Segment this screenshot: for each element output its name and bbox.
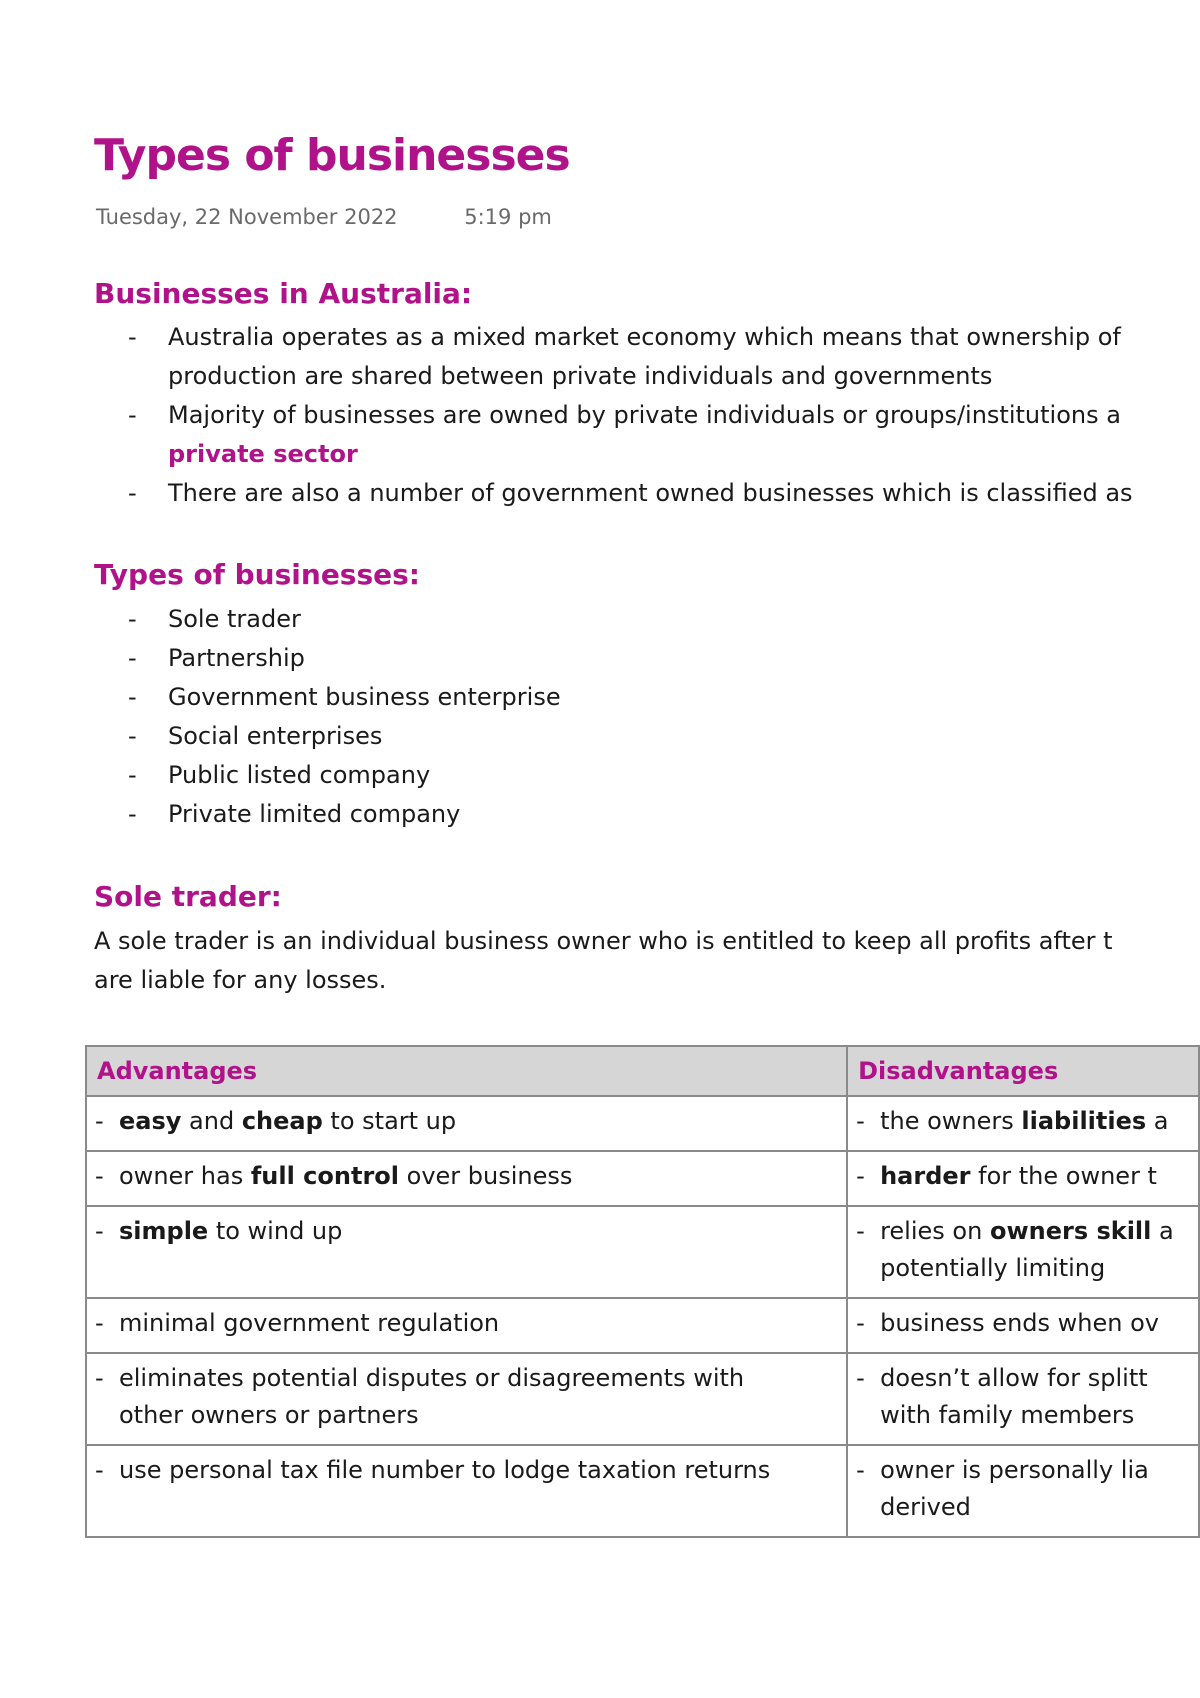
bold-term: simple — [119, 1217, 209, 1245]
cell-line: potentially limiting — [880, 1254, 1106, 1282]
cell-text-segment: minimal government regulation — [119, 1309, 500, 1337]
table-body — [86, 1096, 1199, 1537]
cell-line — [880, 1452, 1192, 1489]
cell-text-segment: business ends when ov — [880, 1309, 1159, 1337]
cell-text-segment: and — [181, 1107, 242, 1135]
advantage-text — [95, 1103, 840, 1140]
heading-sole-trader: Sole trader: — [94, 880, 282, 913]
bold-term: harder — [880, 1162, 971, 1190]
advantage-cell — [86, 1353, 847, 1445]
cell-line — [880, 1213, 1192, 1250]
cell-line — [880, 1360, 1192, 1397]
disadvantage-text — [856, 1103, 1192, 1140]
bold-term: owners skill — [989, 1217, 1152, 1245]
table-row — [86, 1445, 1199, 1537]
advantage-text — [95, 1305, 840, 1342]
table-row — [86, 1096, 1199, 1151]
table-row — [86, 1353, 1199, 1445]
cell-text-segment: to wind up — [208, 1217, 343, 1245]
page-meta — [96, 205, 552, 229]
list-item: - Private limited company — [128, 795, 561, 834]
cell-text-segment: to start up — [322, 1107, 457, 1135]
list-item — [128, 474, 1133, 513]
list-item: - Partnership — [128, 639, 561, 678]
australia-bullet-list — [128, 318, 1133, 513]
bold-term: easy — [119, 1107, 182, 1135]
disadvantage-text — [856, 1452, 1192, 1526]
table-header-row — [86, 1046, 1199, 1096]
private-sector-term: private sector — [168, 440, 358, 468]
cell-line: with family members — [880, 1401, 1135, 1429]
disadvantage-text — [856, 1360, 1192, 1434]
paragraph-line: are liable for any losses. — [94, 966, 387, 994]
list-item: - Government business enterprise — [128, 678, 561, 717]
list-item — [128, 396, 1133, 474]
bold-term: cheap — [241, 1107, 323, 1135]
cell-line — [119, 1158, 840, 1195]
cell-text-segment: owner has — [119, 1162, 251, 1190]
cell-line — [119, 1305, 840, 1342]
advantage-text — [95, 1452, 840, 1489]
heading-businesses-in-australia: Businesses in Australia: — [94, 277, 473, 310]
cell-line — [119, 1360, 840, 1397]
cell-text-segment: for the owner t — [970, 1162, 1157, 1190]
cell-text-segment: doesn’t allow for splitt — [880, 1364, 1148, 1392]
cell-line — [119, 1103, 840, 1140]
cell-line: derived — [880, 1493, 971, 1521]
cell-text-segment: a — [1146, 1107, 1169, 1135]
heading-types-of-businesses: Types of businesses: — [94, 558, 420, 591]
list-item-line: - There are also a number of government owned businesses which is classified as — [168, 479, 1133, 507]
cell-text-segment: a — [1151, 1217, 1174, 1245]
bold-term: liabilities — [1021, 1107, 1147, 1135]
advantage-text — [95, 1360, 840, 1434]
disadvantages-header: Disadvantages — [847, 1046, 1199, 1096]
disadvantage-text — [856, 1305, 1192, 1342]
types-bullet-list — [128, 600, 561, 834]
sole-trader-paragraph — [94, 922, 1113, 1000]
list-item-line: - Australia operates as a mixed market economy which means that ownership of — [168, 323, 1121, 351]
page-date: Tuesday, 22 November 2022 — [96, 205, 398, 229]
disadvantage-text — [856, 1213, 1192, 1287]
table-row — [86, 1151, 1199, 1206]
cell-line — [880, 1305, 1192, 1342]
advantage-cell — [86, 1445, 847, 1537]
cell-line — [880, 1103, 1192, 1140]
table-row — [86, 1298, 1199, 1353]
list-item — [128, 318, 1133, 396]
cell-line — [119, 1213, 840, 1250]
list-item: - Public listed company — [128, 756, 561, 795]
page-time: 5:19 pm — [464, 205, 552, 229]
page-title: Types of businesses — [94, 130, 570, 181]
advantages-header: Advantages — [86, 1046, 847, 1096]
cell-line: other owners or partners — [119, 1401, 419, 1429]
disadvantage-cell — [847, 1206, 1199, 1298]
disadvantage-cell — [847, 1298, 1199, 1353]
disadvantage-cell — [847, 1151, 1199, 1206]
cell-text-segment: owner is personally lia — [880, 1456, 1149, 1484]
advantage-cell — [86, 1298, 847, 1353]
advantage-text — [95, 1158, 840, 1195]
cell-text-segment: over business — [399, 1162, 573, 1190]
disadvantage-cell — [847, 1445, 1199, 1537]
advantage-cell — [86, 1151, 847, 1206]
cell-line — [119, 1452, 840, 1489]
cell-text-segment: the owners — [880, 1107, 1022, 1135]
table-row — [86, 1206, 1199, 1298]
list-item: - Sole trader — [128, 600, 561, 639]
bold-term: full control — [250, 1162, 400, 1190]
disadvantage-cell — [847, 1096, 1199, 1151]
advantages-disadvantages-table — [85, 1045, 1200, 1538]
list-item-line: - Majority of businesses are owned by private individuals or groups/institutions a — [168, 401, 1121, 429]
advantage-text — [95, 1213, 840, 1250]
cell-text-segment: relies on — [880, 1217, 990, 1245]
cell-text-segment: eliminates potential disputes or disagreements with — [119, 1364, 745, 1392]
advantage-cell — [86, 1096, 847, 1151]
cell-text-segment: use personal tax file number to lodge taxation returns — [119, 1456, 771, 1484]
disadvantage-cell — [847, 1353, 1199, 1445]
list-item-line: production are shared between private individuals and governments — [168, 362, 993, 390]
cell-line — [880, 1158, 1192, 1195]
disadvantage-text — [856, 1158, 1192, 1195]
list-item: - Social enterprises — [128, 717, 561, 756]
paragraph-line: A sole trader is an individual business owner who is entitled to keep all profits after t — [94, 927, 1113, 955]
advantage-cell — [86, 1206, 847, 1298]
